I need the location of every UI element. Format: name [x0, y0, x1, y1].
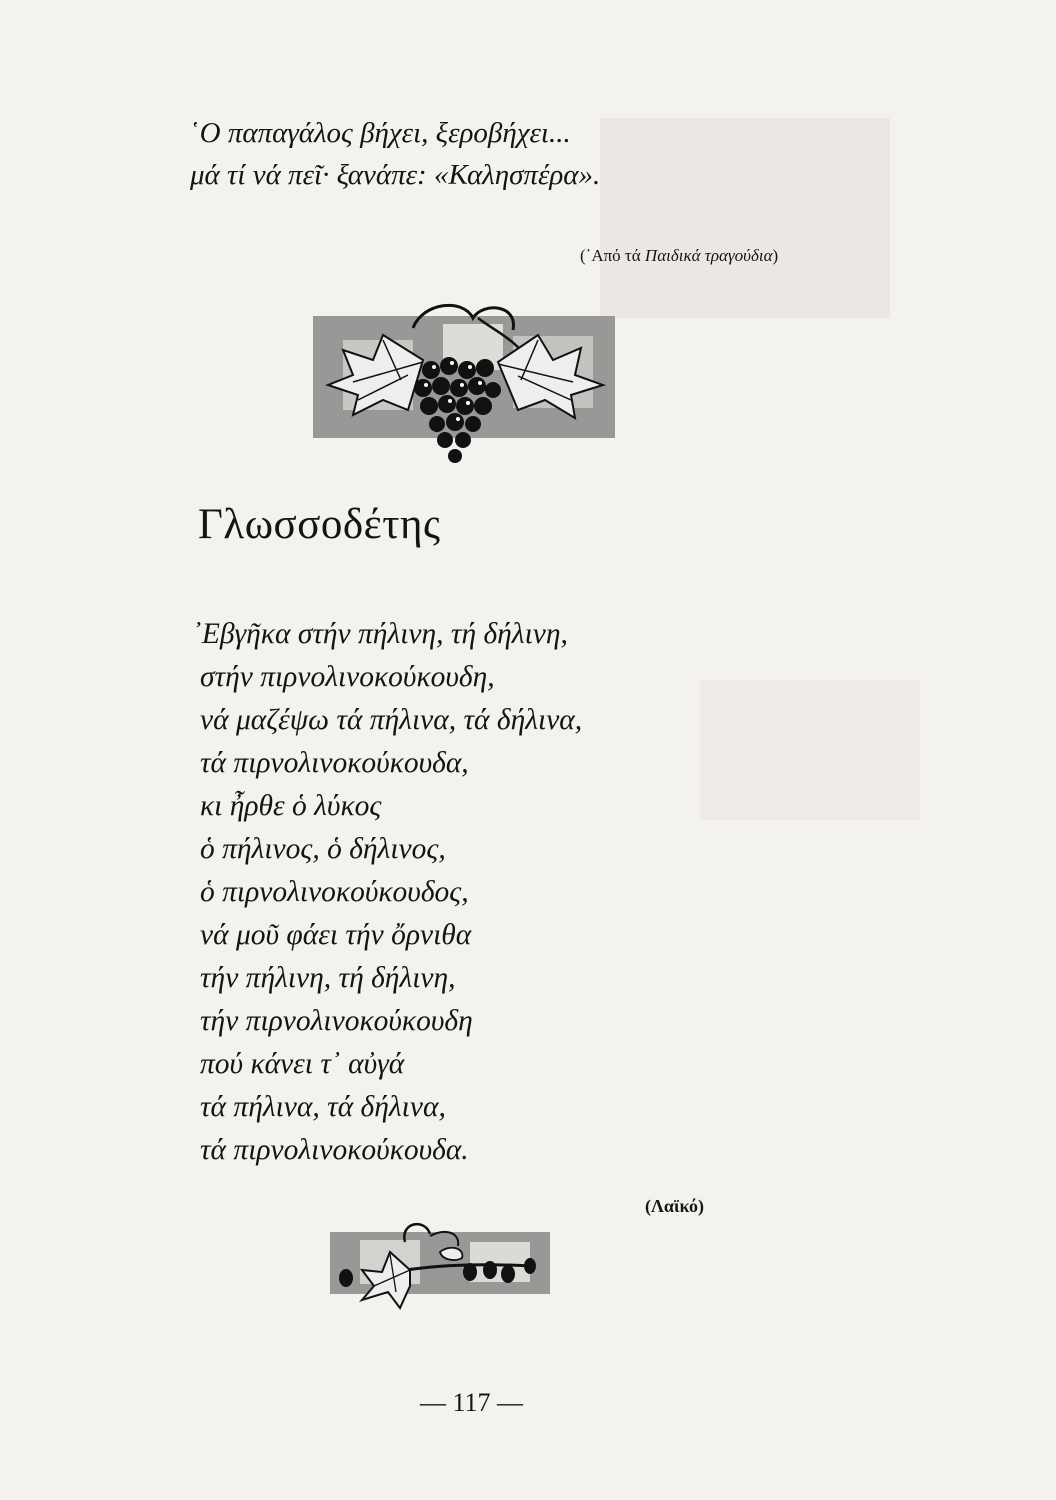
intro-line: μά τί νά πεῖ· ξανάπε: «Καλησπέρα». [190, 159, 601, 191]
poem-line: κι ἦρθε ὁ λύκος [200, 790, 382, 822]
poem-line: νά μοῦ φάει τήν ὄρνιθα [200, 919, 472, 951]
bleed-through-block-top [600, 118, 890, 318]
intro-couplet [190, 112, 600, 196]
olive-branch-icon [330, 1222, 550, 1314]
poem-line: στήν πιρνολινοκούκουδη, [200, 661, 495, 693]
olive-branch-ornament [330, 1222, 550, 1314]
grape-vine-ornament [313, 300, 615, 476]
poem-line: τά πιρνολινοκούκουδα, [200, 747, 469, 779]
poem-line: νά μαζέψω τά πήλινα, τά δήλινα, [200, 704, 583, 736]
poem-line: τά πιρνολινοκούκουδα. [200, 1134, 469, 1166]
poem-line: ᾿Εβγῆκα στήν πήλινη, τή δήλινη, [192, 618, 568, 650]
poem-line: τά πήλινα, τά δήλινα, [200, 1091, 446, 1123]
source-note [580, 246, 778, 266]
intro-line: ῾Ο παπαγάλος βήχει, ξεροβήχει... [190, 117, 571, 149]
source-open: (᾿Από τά [580, 246, 645, 265]
poem-line: τήν πήλινη, τή δήλινη, [200, 962, 456, 994]
poem-line: πού κάνει τ᾿ αὐγά [200, 1048, 405, 1080]
grape-vine-icon [313, 300, 615, 476]
poem-line: ὁ πήλινος, ὁ δήλινος, [200, 833, 446, 865]
poem-line: ὁ πιρνολινοκούκουδος, [200, 876, 469, 908]
poem-line: τήν πιρνολινοκούκουδη [200, 1005, 473, 1037]
bleed-through-block-mid [700, 680, 920, 820]
source-book: Παιδικά τραγούδια [644, 246, 773, 265]
page-number: — 117 — [420, 1388, 524, 1417]
poem-attribution: (Λαϊκό) [645, 1196, 704, 1216]
poem-title: Γλωσσοδέτης [198, 501, 441, 548]
source-close: ) [772, 246, 779, 265]
